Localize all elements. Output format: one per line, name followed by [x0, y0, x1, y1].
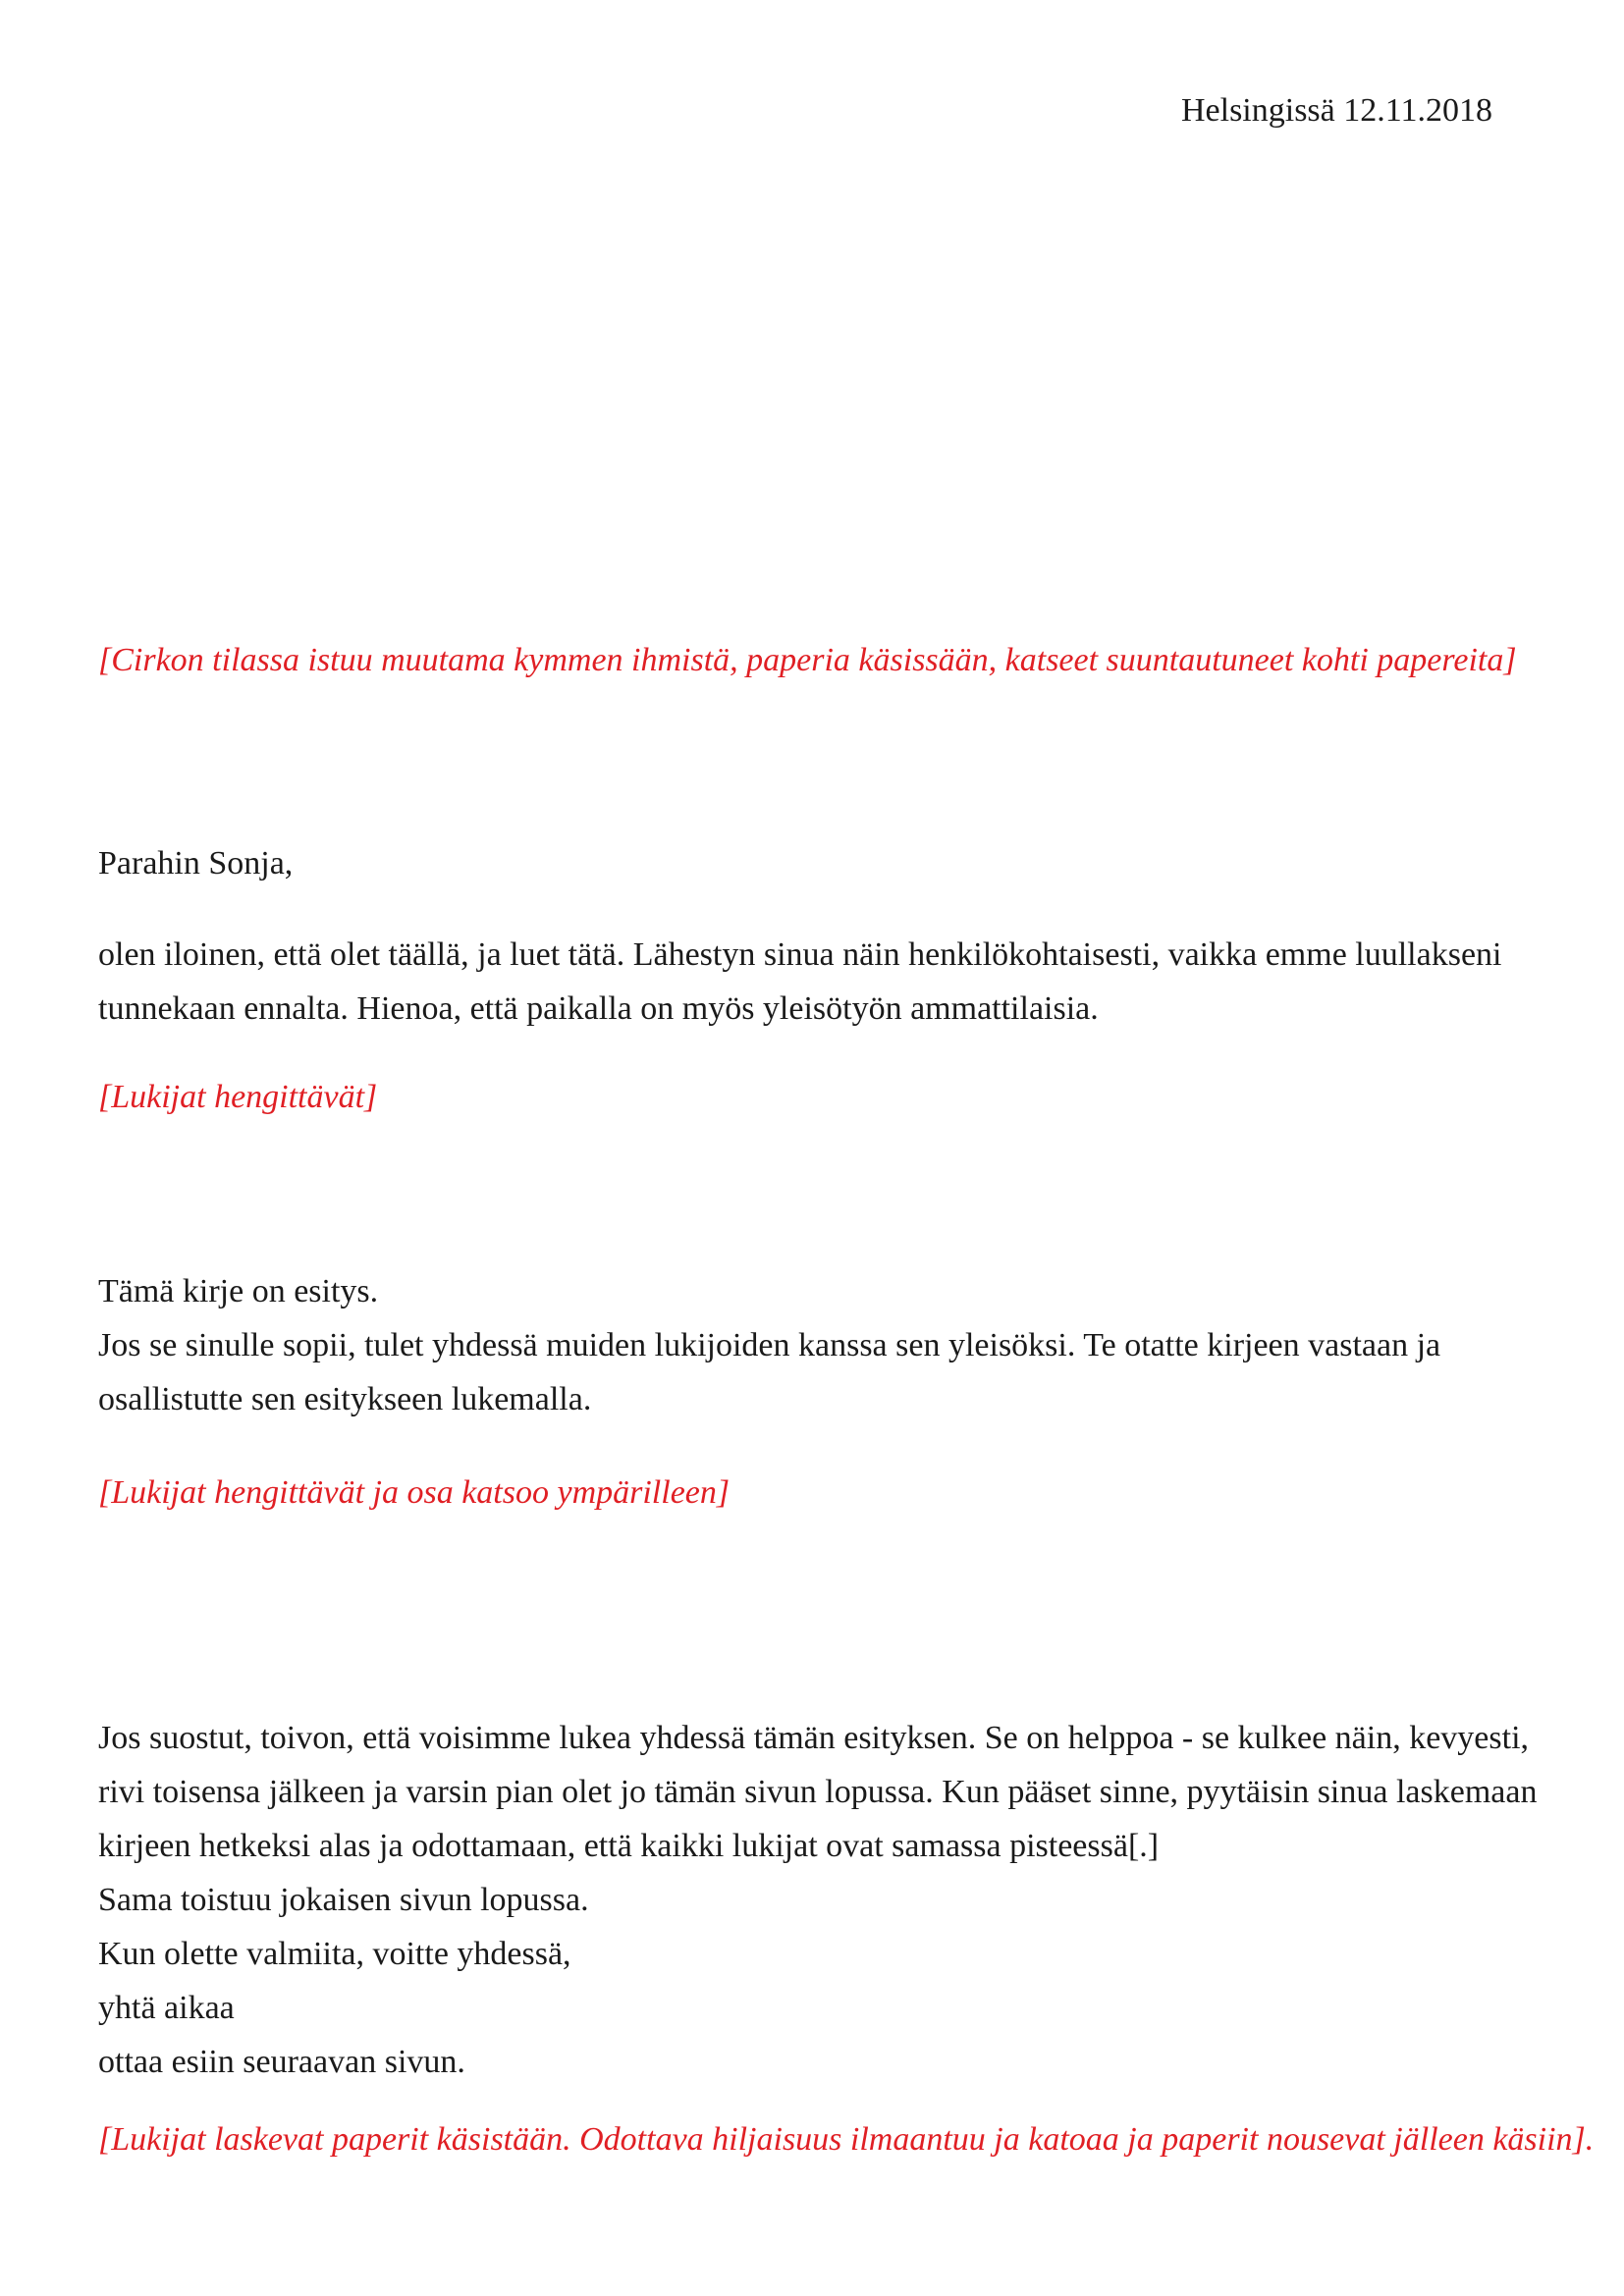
- paragraph-2-line-3: osallistutte sen esitykseen lukemalla.: [98, 1381, 592, 1417]
- paragraph-2-line-2: Jos se sinulle sopii, tulet yhdessä muiden lukijoiden kanssa sen yleisöksi. Te otatte kirjeen vastaan ja: [98, 1327, 1441, 1363]
- paragraph-3-line-7: ottaa esiin seuraavan sivun.: [98, 2044, 465, 2080]
- paragraph-3-line-6: yhtä aikaa: [98, 1990, 235, 2026]
- paragraph-1-line-2: tunnekaan ennalta. Hienoa, että paikalla on myös yleisötyön ammattilaisia.: [98, 990, 1099, 1027]
- stage-direction-2: [Lukijat hengittävät]: [98, 1079, 378, 1115]
- stage-direction-1: [Cirkon tilassa istuu muutama kymmen ihmistä, paperia käsissään, katseet suuntautuneet kohti papereita]: [98, 642, 1517, 678]
- paragraph-1-line-1: olen iloinen, että olet täällä, ja luet tätä. Lähestyn sinua näin henkilökohtaisesti, vaikka emme luullakseni: [98, 936, 1502, 973]
- salutation: Parahin Sonja,: [98, 845, 294, 881]
- paragraph-3-line-2: rivi toisensa jälkeen ja varsin pian olet jo tämän sivun lopussa. Kun pääset sinne, pyytäisin sinua laskemaan: [98, 1774, 1538, 1810]
- paragraph-3-line-3: kirjeen hetkeksi alas ja odottamaan, että kaikki lukijat ovat samassa pisteessä[.]: [98, 1828, 1160, 1864]
- paragraph-2: [98, 1264, 1516, 1426]
- dateline: Helsingissä 12.11.2018: [1180, 92, 1492, 129]
- stage-direction-4: [Lukijat laskevat paperit käsistään. Odottava hiljaisuus ilmaantuu ja katoaa ja paperit nousevat jälleen käsiin].: [98, 2121, 1595, 2158]
- stage-direction-3: [Lukijat hengittävät ja osa katsoo ympärilleen]: [98, 1474, 731, 1511]
- paragraph-2-line-1: Tämä kirje on esitys.: [98, 1273, 379, 1309]
- paragraph-1: [98, 928, 1516, 1036]
- paragraph-3-line-4: Sama toistuu jokaisen sivun lopussa.: [98, 1882, 589, 1918]
- paragraph-3: [98, 1711, 1538, 2089]
- paragraph-3-line-5: Kun olette valmiita, voitte yhdessä,: [98, 1936, 571, 1972]
- paragraph-3-line-1: Jos suostut, toivon, että voisimme lukea yhdessä tämän esityksen. Se on helppoa - se kulkee näin, kevyesti,: [98, 1720, 1530, 1756]
